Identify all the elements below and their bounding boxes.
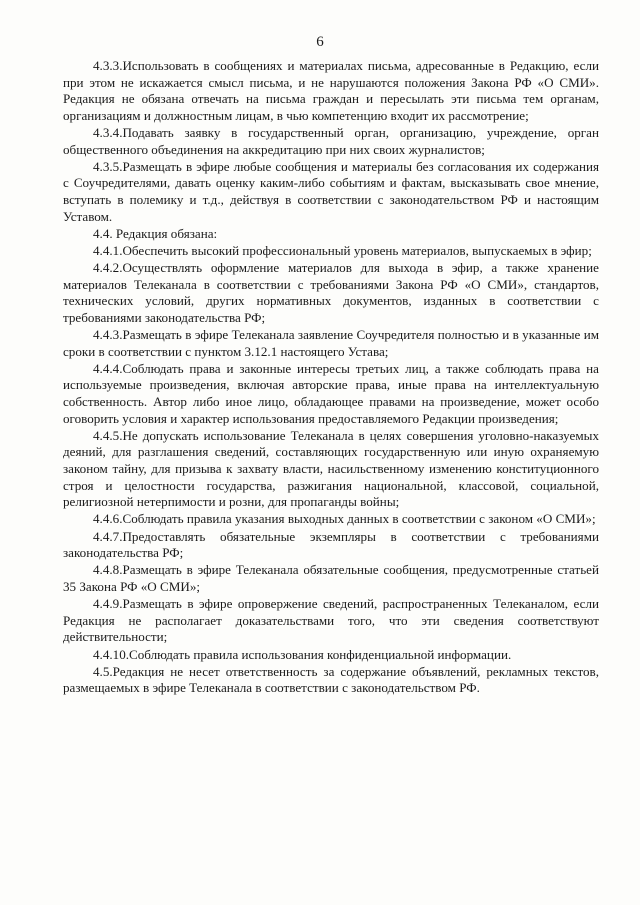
paragraph-4-4: 4.4. Редакция обязана:	[93, 225, 218, 241]
paragraph-4-4-7: 4.4.7.Предоставлять обязательные экземпляры в соответствии с требованиями законодательства РФ;	[63, 528, 599, 561]
page-number: 6	[316, 34, 324, 50]
paragraph-4-3-3: 4.3.3.Использовать в сообщениях и материалах письма, адресованные в Редакцию, если при этом не искажается смысл письма, и не нарушаются положения Закона РФ «О СМИ». Редакция не обязана отвечать на письма граждан и пересылать эти письма тем органам, организациям и должностным лицам, в чью компетенцию входит их рассмотрение;	[63, 58, 599, 123]
paragraph-4-4-8: 4.4.8.Размещать в эфире Телеканала обязательные сообщения, предусмотренные статьей 35 Закона РФ «О СМИ»;	[63, 562, 599, 594]
paragraph-4-4-4: 4.4.4.Соблюдать права и законные интересы третьих лиц, а также соблюдать права на используемые произведения, включая авторские права, иные права на интеллектуальную собственность. Автор либо иное лицо, обладающее правами на произведение, может особо оговорить условия и характер использования предоставляемого Редакции произведения;	[63, 360, 599, 426]
document-body	[63, 58, 599, 697]
paragraph-4-4-5: 4.4.5.Не допускать использование Телеканала в целях совершения уголовно-наказуемых деяний, для разглашения сведений, составляющих государственную или иную охраняемую законом тайну, для призыва к захвату власти, насильственному изменению конституционного строя и целостности государства, разжигания национальной, классовой, социальной, религиозной нетерпимости и розни, для пропаганды войны;	[63, 427, 599, 510]
paragraph-4-4-1: 4.4.1.Обеспечить высокий профессиональный уровень материалов, выпускаемых в эфир;	[93, 242, 592, 258]
paragraph-4-4-10: 4.4.10.Соблюдать правила использования конфиденциальной информации.	[93, 646, 512, 662]
paragraph-4-4-3: 4.4.3.Размещать в эфире Телеканала заявление Соучредителя полностью и в указанные им сроки в соответствии с пунктом 3.12.1 настоящего Устава;	[63, 327, 599, 359]
paragraph-4-4-6: 4.4.6.Соблюдать правила указания выходных данных в соответствии с законом «О СМИ»;	[93, 511, 596, 527]
paragraph-4-5: 4.5.Редакция не несет ответственность за содержание объявлений, рекламных текстов, размещаемых в эфире Телеканала в соответствии с законодательством РФ.	[63, 663, 599, 696]
paragraph-4-4-2: 4.4.2.Осуществлять оформление материалов для выхода в эфир, а также хранение материалов Телеканала в соответствии с требованиями Закона РФ «О СМИ», стандартов, технических условий, других нормативных документов, изданных в соответствии с требованиями законодательства РФ;	[63, 260, 599, 325]
paragraph-4-4-9: 4.4.9.Размещать в эфире опровержение сведений, распространенных Телеканалом, если Редакция не располагает доказательствами того, что эти сведения соответствуют действительности;	[63, 596, 599, 645]
paragraph-4-3-5: 4.3.5.Размещать в эфире любые сообщения и материалы без согласования их содержания с Соучредителями, давать оценку каким-либо событиям и фактам, высказывать свое мнение, вступать в полемику и т.д., действуя в соответствии с законодательством РФ и настоящим Уставом.	[63, 158, 599, 224]
paragraph-4-3-4: 4.3.4.Подавать заявку в государственный орган, организацию, учреждение, орган общественного объединения на аккредитацию при них своих журналистов;	[63, 124, 599, 157]
